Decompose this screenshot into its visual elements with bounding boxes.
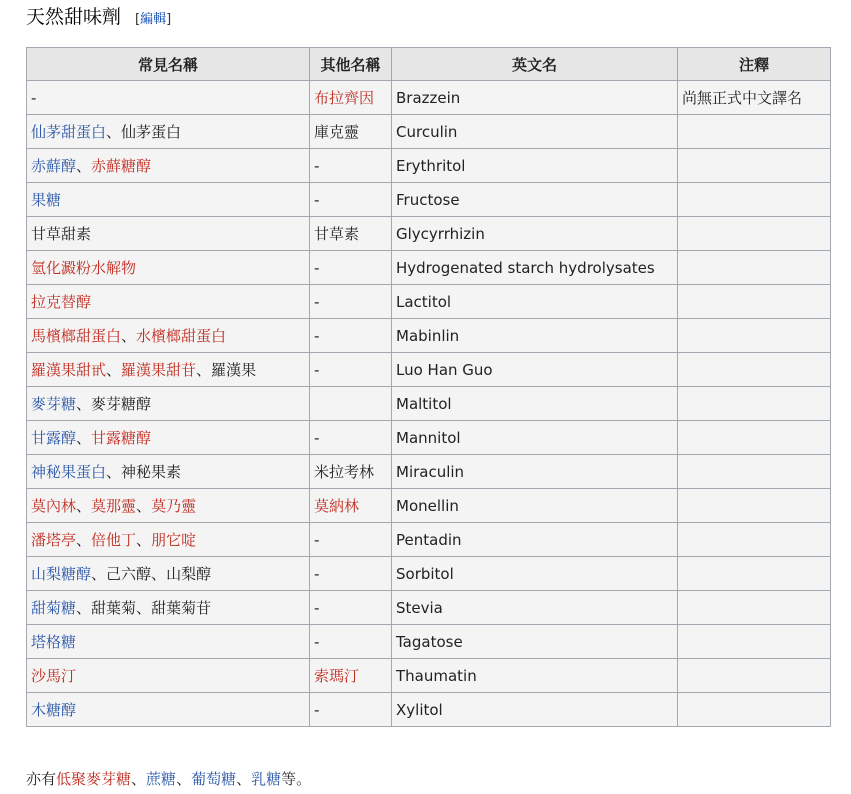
cell-note xyxy=(678,319,831,353)
missing-article-link[interactable]: 莫內林 xyxy=(31,497,77,515)
cell-note xyxy=(678,217,831,251)
wiki-link[interactable]: 仙茅甜蛋白 xyxy=(31,123,107,141)
cell-other-name xyxy=(310,421,392,455)
cell-other-name xyxy=(310,183,392,217)
table-row xyxy=(27,251,831,285)
cell-english-name: Curculin xyxy=(392,115,678,149)
cell-note xyxy=(678,115,831,149)
table-body xyxy=(27,81,831,727)
plain-text: 、 xyxy=(76,599,92,617)
cell-note xyxy=(678,625,831,659)
cell-english-name: Erythritol xyxy=(392,149,678,183)
cell-common-name xyxy=(27,523,310,557)
header-common-name: 常見名稱 xyxy=(27,48,310,81)
cell-common-name xyxy=(27,387,310,421)
footer-note xyxy=(26,768,311,789)
cell-other-name xyxy=(310,659,392,693)
plain-text: 羅漢果 xyxy=(211,361,257,379)
cell-common-name xyxy=(27,81,310,115)
table-row xyxy=(27,149,831,183)
plain-text: 、 xyxy=(106,463,122,481)
cell-common-name xyxy=(27,115,310,149)
cell-english-name: Hydrogenated starch hydrolysates xyxy=(392,251,678,285)
cell-other-name xyxy=(310,557,392,591)
cell-note xyxy=(678,183,831,217)
cell-english-name: Glycyrrhizin xyxy=(392,217,678,251)
sweeteners-table xyxy=(26,47,831,727)
cell-note xyxy=(678,455,831,489)
plain-text: - xyxy=(314,190,320,209)
table-row xyxy=(27,625,831,659)
cell-common-name xyxy=(27,149,310,183)
plain-text: 、 xyxy=(91,565,107,583)
cell-english-name: Miraculin xyxy=(392,455,678,489)
missing-article-link[interactable]: 莫納林 xyxy=(314,497,360,515)
plain-text: - xyxy=(314,428,320,447)
plain-text: 、 xyxy=(136,599,152,617)
missing-article-link[interactable]: 水檳榔甜蛋白 xyxy=(136,327,227,345)
table-row xyxy=(27,285,831,319)
table-row xyxy=(27,183,831,217)
table-row xyxy=(27,387,831,421)
missing-article-link[interactable]: 低聚麥芽糖 xyxy=(56,770,132,788)
section-heading xyxy=(26,2,171,30)
edit-section xyxy=(135,8,171,27)
table-row xyxy=(27,489,831,523)
missing-article-link[interactable]: 倍他丁 xyxy=(91,531,137,549)
cell-other-name xyxy=(310,625,392,659)
missing-article-link[interactable]: 沙馬汀 xyxy=(31,667,77,685)
missing-article-link[interactable]: 羅漢果甜苷 xyxy=(121,361,197,379)
plain-text: 、 xyxy=(131,770,147,788)
cell-note xyxy=(678,693,831,727)
cell-other-name xyxy=(310,149,392,183)
plain-text: 米拉考林 xyxy=(314,463,375,481)
cell-note xyxy=(678,591,831,625)
plain-text: - xyxy=(314,360,320,379)
cell-common-name xyxy=(27,183,310,217)
cell-note: 尚無正式中文譯名 xyxy=(678,81,831,115)
plain-text: - xyxy=(314,156,320,175)
table-row xyxy=(27,319,831,353)
plain-text: 、 xyxy=(151,565,167,583)
table-row xyxy=(27,523,831,557)
plain-text: 、 xyxy=(196,361,212,379)
cell-common-name xyxy=(27,319,310,353)
cell-common-name xyxy=(27,285,310,319)
plain-text: 、 xyxy=(76,531,92,549)
section-title: 天然甜味劑 xyxy=(26,6,122,28)
cell-other-name xyxy=(310,115,392,149)
cell-common-name xyxy=(27,455,310,489)
missing-article-link[interactable]: 潘塔亭 xyxy=(31,531,77,549)
cell-note xyxy=(678,251,831,285)
cell-english-name: Lactitol xyxy=(392,285,678,319)
plain-text: 、 xyxy=(236,770,252,788)
table-row xyxy=(27,455,831,489)
missing-article-link[interactable]: 拉克替醇 xyxy=(31,293,92,311)
cell-other-name xyxy=(310,455,392,489)
plain-text: 甜葉菊苷 xyxy=(151,599,212,617)
plain-text: - xyxy=(314,598,320,617)
wiki-link[interactable]: 甘露醇 xyxy=(31,429,77,447)
header-other-name: 其他名稱 xyxy=(310,48,392,81)
cell-english-name: Maltitol xyxy=(392,387,678,421)
cell-note xyxy=(678,659,831,693)
table-row xyxy=(27,591,831,625)
cell-note xyxy=(678,285,831,319)
cell-note xyxy=(678,523,831,557)
edit-close-bracket: ] xyxy=(166,12,172,27)
table-row xyxy=(27,693,831,727)
cell-english-name: Sorbitol xyxy=(392,557,678,591)
table-row xyxy=(27,353,831,387)
cell-other-name xyxy=(310,319,392,353)
plain-text: - xyxy=(314,700,320,719)
cell-english-name: Tagatose xyxy=(392,625,678,659)
plain-text: 、 xyxy=(106,361,122,379)
wiki-link[interactable]: 乳糖 xyxy=(251,770,282,788)
cell-other-name xyxy=(310,591,392,625)
wiki-link[interactable]: 蔗糖 xyxy=(146,770,177,788)
cell-english-name: Brazzein xyxy=(392,81,678,115)
table-header-row xyxy=(27,48,831,81)
plain-text: - xyxy=(31,88,37,107)
plain-text: 山梨醇 xyxy=(166,565,212,583)
missing-article-link[interactable]: 朋它啶 xyxy=(151,531,197,549)
cell-common-name xyxy=(27,693,310,727)
cell-other-name xyxy=(310,489,392,523)
table-row xyxy=(27,557,831,591)
cell-note xyxy=(678,353,831,387)
plain-text: - xyxy=(314,530,320,549)
missing-article-link[interactable]: 布拉齊因 xyxy=(314,89,375,107)
header-english-name: 英文名 xyxy=(392,48,678,81)
plain-text: - xyxy=(314,632,320,651)
wiki-link[interactable]: 麥芽糖 xyxy=(31,395,77,413)
plain-text: - xyxy=(314,292,320,311)
plain-text: 甜葉菊 xyxy=(91,599,137,617)
plain-text: 等。 xyxy=(281,770,312,788)
cell-note xyxy=(678,387,831,421)
cell-note xyxy=(678,489,831,523)
plain-text: 庫克靈 xyxy=(314,123,360,141)
cell-other-name xyxy=(310,523,392,557)
table-row xyxy=(27,81,831,115)
missing-article-link[interactable]: 氫化澱粉水解物 xyxy=(31,259,137,277)
cell-english-name: Xylitol xyxy=(392,693,678,727)
plain-text: 、 xyxy=(106,123,122,141)
plain-text: - xyxy=(314,564,320,583)
cell-other-name xyxy=(310,353,392,387)
table-row xyxy=(27,421,831,455)
wiki-link[interactable]: 木糖醇 xyxy=(31,701,77,719)
header-note: 注釋 xyxy=(678,48,831,81)
plain-text: 甘草甜素 xyxy=(31,225,92,243)
cell-common-name xyxy=(27,421,310,455)
edit-link[interactable]: 編輯 xyxy=(140,12,167,27)
wiki-link[interactable]: 果糖 xyxy=(31,191,62,209)
cell-english-name: Pentadin xyxy=(392,523,678,557)
cell-english-name: Monellin xyxy=(392,489,678,523)
cell-english-name: Stevia xyxy=(392,591,678,625)
cell-common-name xyxy=(27,217,310,251)
plain-text: 、 xyxy=(136,531,152,549)
edit-open-bracket: [ xyxy=(135,12,141,27)
wiki-link[interactable]: 塔格糖 xyxy=(31,633,77,651)
cell-other-name xyxy=(310,217,392,251)
missing-article-link[interactable]: 羅漢果甜甙 xyxy=(31,361,107,379)
cell-english-name: Fructose xyxy=(392,183,678,217)
plain-text: 、 xyxy=(176,770,192,788)
cell-note xyxy=(678,149,831,183)
cell-other-name xyxy=(310,251,392,285)
wiki-link[interactable]: 赤蘚醇 xyxy=(31,157,77,175)
missing-article-link[interactable]: 赤蘚糖醇 xyxy=(91,157,152,175)
plain-text: - xyxy=(314,326,320,345)
plain-text: 己六醇 xyxy=(106,565,152,583)
plain-text: 麥芽糖醇 xyxy=(91,395,152,413)
table-row xyxy=(27,217,831,251)
cell-note xyxy=(678,557,831,591)
missing-article-link[interactable]: 莫那靈 xyxy=(91,497,137,515)
cell-english-name: Luo Han Guo xyxy=(392,353,678,387)
plain-text: 、 xyxy=(121,327,137,345)
missing-article-link[interactable]: 莫乃靈 xyxy=(151,497,197,515)
plain-text: 甘草素 xyxy=(314,225,360,243)
plain-text: 亦有 xyxy=(26,770,57,788)
cell-english-name: Thaumatin xyxy=(392,659,678,693)
cell-common-name xyxy=(27,251,310,285)
plain-text: - xyxy=(314,258,320,277)
cell-common-name xyxy=(27,659,310,693)
plain-text: 、 xyxy=(76,157,92,175)
table-row xyxy=(27,115,831,149)
cell-common-name xyxy=(27,625,310,659)
plain-text: 神秘果素 xyxy=(121,463,182,481)
plain-text: 、 xyxy=(76,429,92,447)
plain-text: 、 xyxy=(136,497,152,515)
cell-english-name: Mannitol xyxy=(392,421,678,455)
cell-other-name xyxy=(310,285,392,319)
cell-other-name xyxy=(310,387,392,421)
table-row xyxy=(27,659,831,693)
cell-english-name: Mabinlin xyxy=(392,319,678,353)
wiki-link[interactable]: 甜菊糖 xyxy=(31,599,77,617)
cell-note xyxy=(678,421,831,455)
cell-common-name xyxy=(27,353,310,387)
cell-common-name xyxy=(27,557,310,591)
cell-common-name xyxy=(27,489,310,523)
wiki-link[interactable]: 神秘果蛋白 xyxy=(31,463,107,481)
wiki-link[interactable]: 山梨糖醇 xyxy=(31,565,92,583)
plain-text: 、 xyxy=(76,395,92,413)
missing-article-link[interactable]: 馬檳榔甜蛋白 xyxy=(31,327,122,345)
wiki-link[interactable]: 葡萄糖 xyxy=(191,770,237,788)
cell-common-name xyxy=(27,591,310,625)
cell-other-name xyxy=(310,81,392,115)
missing-article-link[interactable]: 索瑪汀 xyxy=(314,667,360,685)
plain-text: 仙茅蛋白 xyxy=(121,123,182,141)
cell-other-name xyxy=(310,693,392,727)
plain-text: 、 xyxy=(76,497,92,515)
missing-article-link[interactable]: 甘露糖醇 xyxy=(91,429,152,447)
